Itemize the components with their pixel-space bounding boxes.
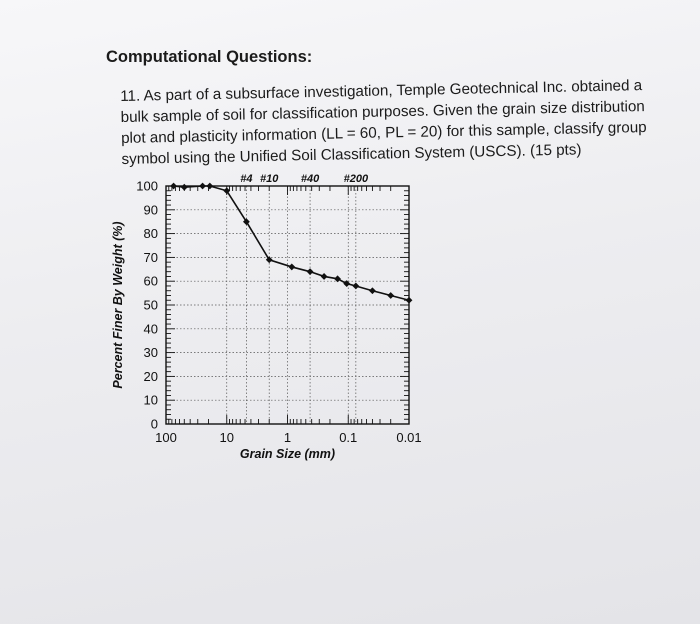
sieve-label: #4	[240, 173, 253, 185]
data-point	[199, 183, 206, 190]
grid-lines	[166, 186, 409, 424]
y-tick-label: 50	[143, 297, 158, 313]
series-group	[170, 183, 412, 304]
y-tick-label: 80	[143, 226, 158, 242]
x-tick-label: 1	[283, 430, 292, 445]
data-point	[181, 184, 188, 191]
y-tick-label: 0	[150, 416, 158, 432]
x-axis-tick-labels	[155, 430, 422, 445]
x-tick-label: 0.1	[339, 430, 358, 445]
y-tick-label: 90	[143, 202, 158, 218]
sieve-label: #40	[300, 173, 320, 185]
sieve-labels	[240, 173, 369, 185]
data-point	[288, 264, 295, 271]
series-line	[174, 186, 409, 300]
x-tick-label: 100	[155, 430, 177, 445]
section-heading: Computational Questions:	[106, 48, 313, 66]
y-tick-label: 20	[143, 368, 158, 384]
x-tick-label: 0.01	[396, 430, 422, 445]
data-point	[307, 268, 314, 275]
data-point	[170, 183, 177, 190]
y-axis-tick-labels	[136, 179, 158, 432]
sieve-label: #200	[343, 173, 369, 185]
y-tick-label: 100	[136, 178, 158, 194]
y-tick-label: 70	[143, 249, 158, 265]
y-tick-label: 10	[143, 392, 158, 408]
y-tick-label: 60	[143, 273, 158, 289]
y-axis-title: Percent Finer By Weight (%)	[111, 221, 125, 389]
x-axis-title: Grain Size (mm)	[239, 447, 336, 461]
data-point	[406, 297, 413, 304]
sieve-label: #10	[260, 173, 279, 185]
grain-size-distribution-chart	[100, 170, 440, 470]
data-point	[387, 292, 394, 299]
data-point	[352, 283, 359, 290]
data-point	[321, 273, 328, 280]
y-tick-label: 30	[143, 345, 158, 361]
data-point	[369, 287, 376, 294]
data-point	[206, 183, 213, 190]
x-tick-label: 10	[219, 430, 234, 445]
y-tick-label: 40	[143, 321, 158, 337]
question-text: 11. As part of a subsurface investigation, Temple Geotechnical Inc. obtained a bulk sample of soil for classification purposes. Given the grain size distribution plot and plasticity information (LL = 60, PL = 20) for this sample, classify group symbol using the Unified Soil Classification System (USCS). (15 pts)	[120, 77, 647, 168]
